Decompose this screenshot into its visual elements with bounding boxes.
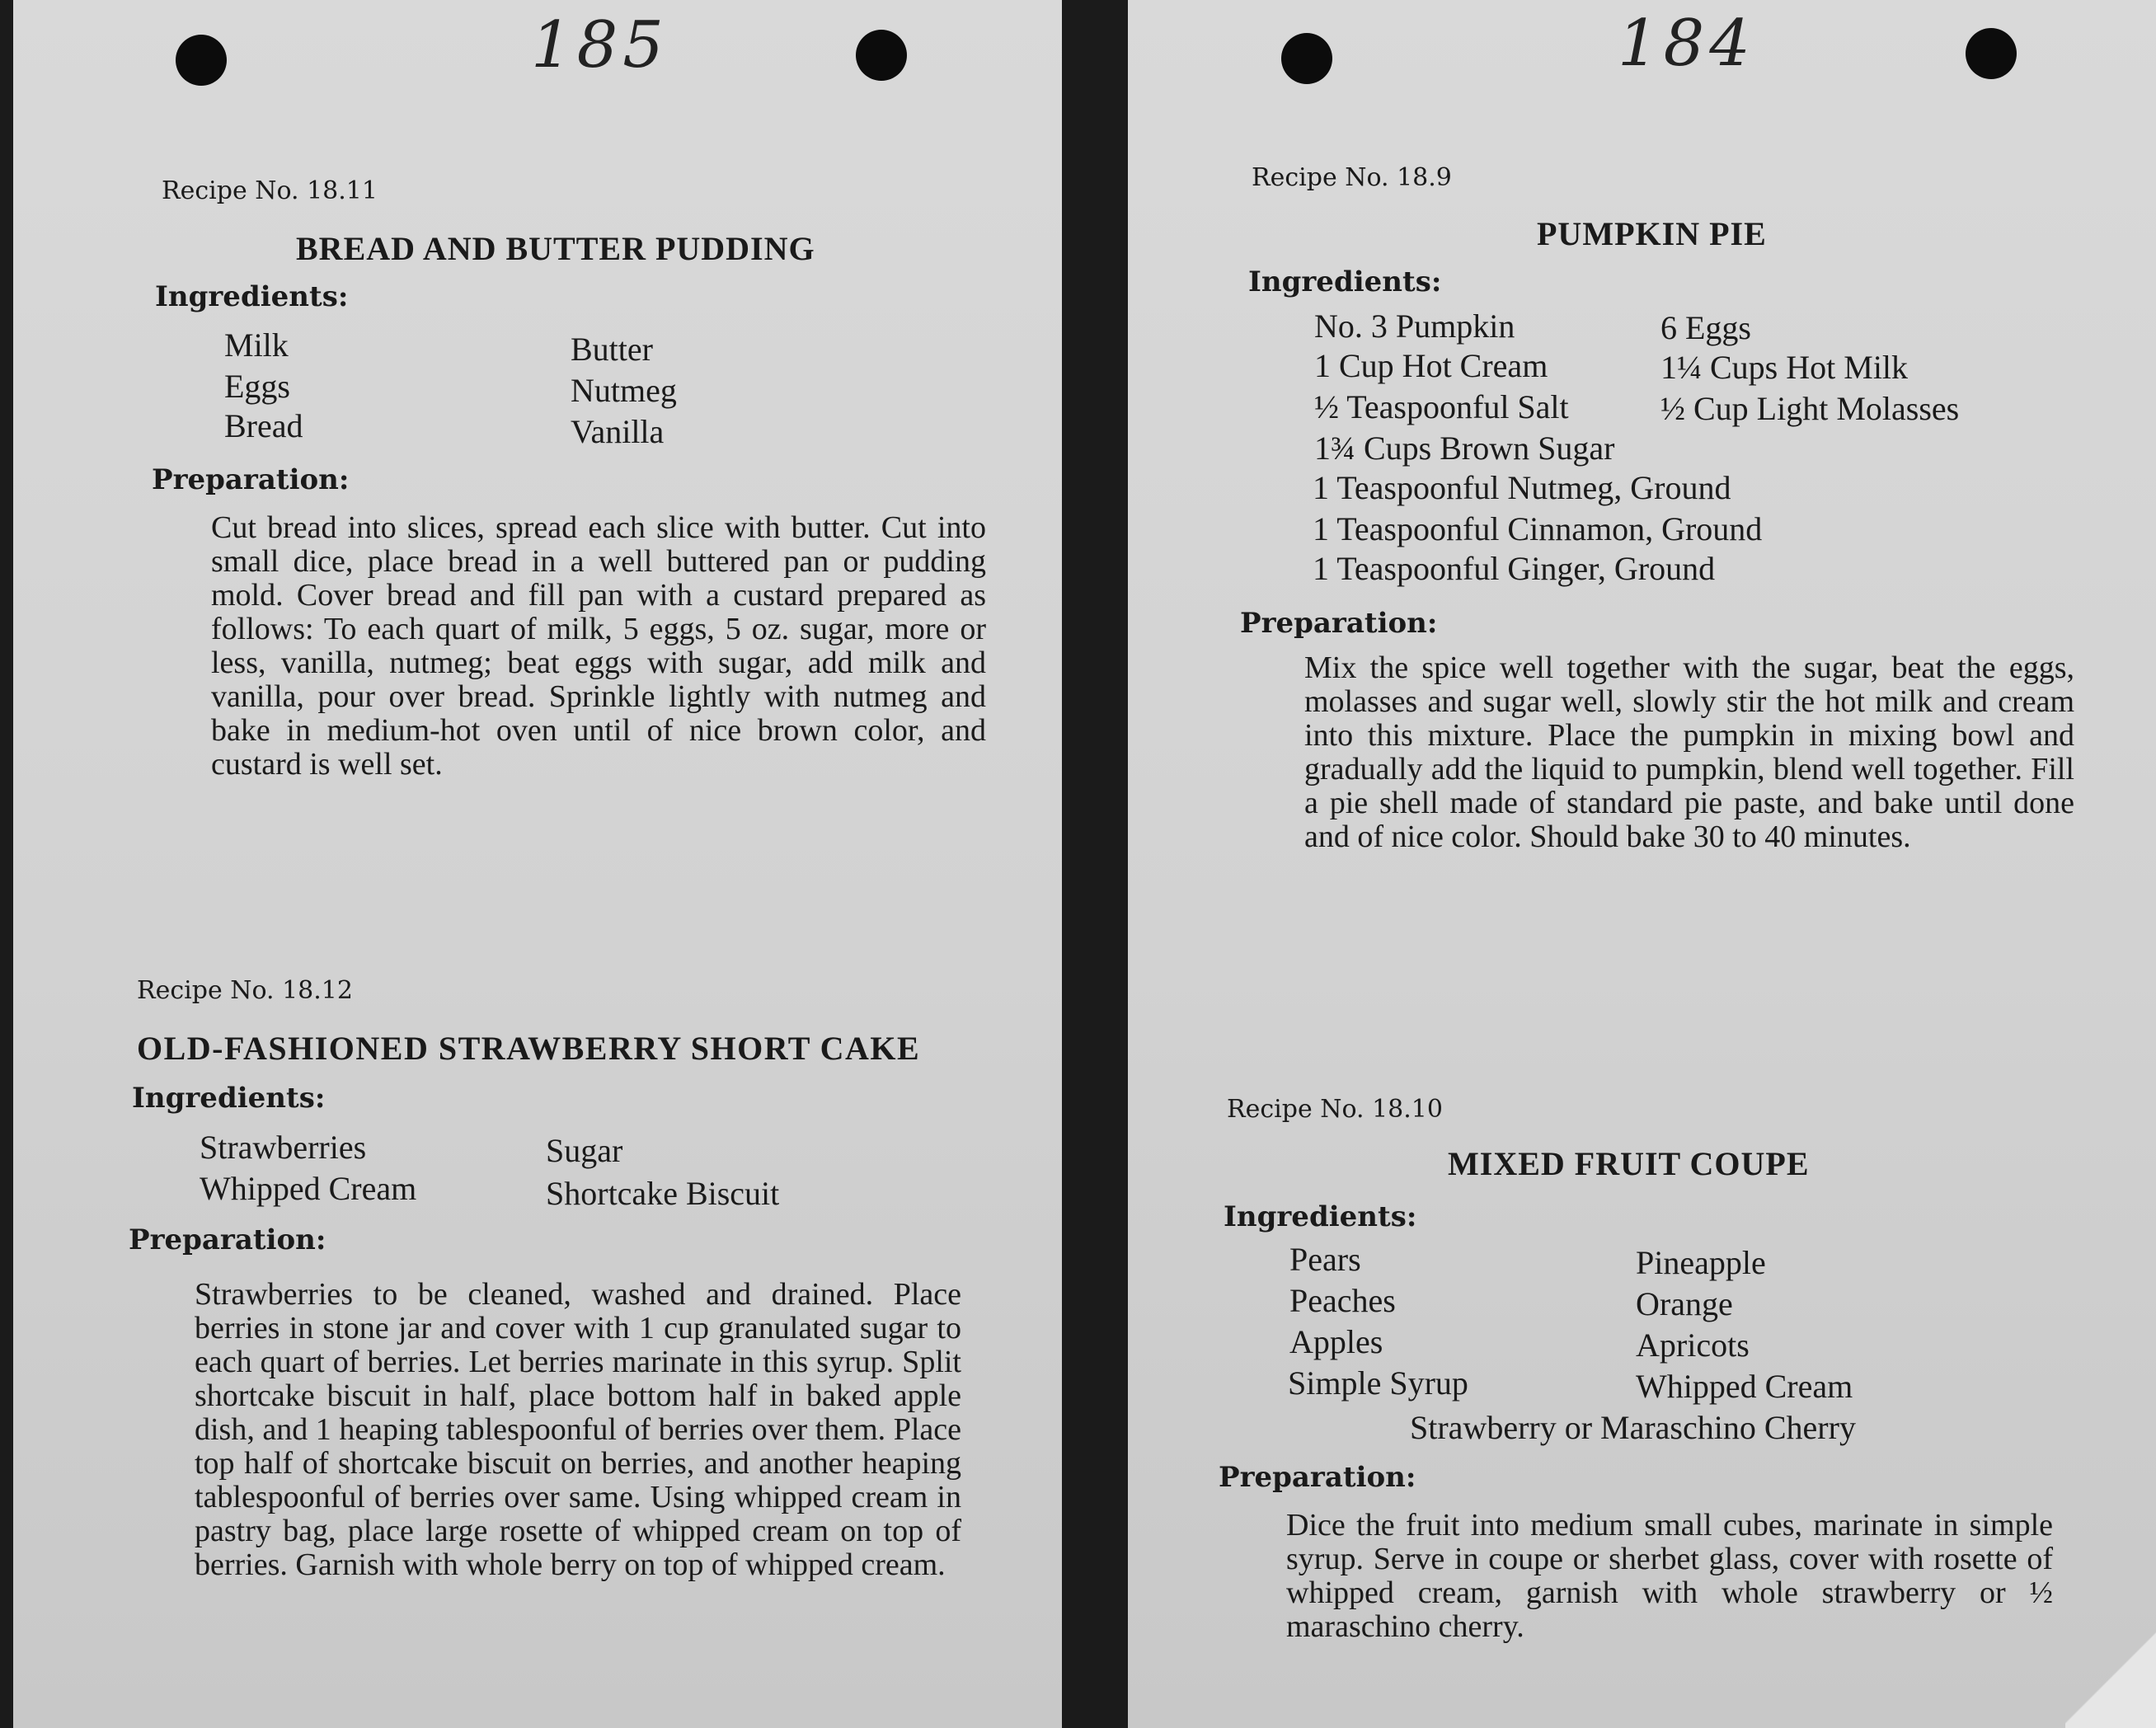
ingredients-heading: Ingredients:	[1224, 1200, 1417, 1233]
page-number: 185	[531, 8, 669, 82]
ingredient: Strawberries	[200, 1129, 367, 1166]
recipe-number: Recipe No. 18.10	[1227, 1095, 1443, 1124]
recipe-number: Recipe No. 18.9	[1252, 163, 1452, 192]
preparation-heading: Preparation:	[152, 463, 350, 496]
preparation-text: Cut bread into slices, spread each slice with butter. Cut into small dice, place bread in a well buttered pan or pudding mold. Cover bread and fill pan with a custard prepared as follows: To each quart of milk, 5 eggs, 5 oz. sugar, more or less, vanilla, nutmeg; beat eggs with sugar, add milk and vanilla, pour over bread. Sprinkle lightly with nutmeg and bake in medium-hot oven until of nice brown color, and custard is well set.	[211, 510, 986, 782]
ingredient: Vanilla	[571, 413, 665, 450]
ingredient: Sugar	[546, 1132, 623, 1169]
preparation-text: Strawberries to be cleaned, washed and drained. Place berries in stone jar and cover with 1 cup granulated sugar to each quart of berries. Let berries marinate in this syrup. Split shortcake biscuit in half, place bottom half in baked apple dish, and 1 heaping tablespoonful of berries over them. Place top half of shortcake biscuit on berries, and another heaping tablespoonful of berries over same. Using whipped cream in pastry bag, place large rosette of whipped cream on top of berries. Garnish with whole berry on top of whipped cream.	[195, 1277, 961, 1582]
recipe-title: OLD-FASHIONED STRAWBERRY SHORT CAKE	[137, 1030, 921, 1067]
ingredient: Nutmeg	[571, 372, 677, 409]
binder-hole-right	[856, 30, 907, 81]
ingredient: Pears	[1289, 1241, 1361, 1278]
ingredient: Orange	[1636, 1285, 1733, 1322]
recipe-title: MIXED FRUIT COUPE	[1448, 1145, 1810, 1182]
ingredient: Eggs	[224, 368, 290, 405]
ingredient: ½ Cup Light Molasses	[1660, 390, 1960, 427]
recipe-card-left	[13, 0, 1062, 1728]
binder-hole-left	[176, 35, 227, 86]
page-number: 184	[1618, 7, 1755, 81]
ingredient: Pineapple	[1636, 1244, 1766, 1281]
ingredient: Milk	[224, 326, 289, 364]
binder-hole-left	[1281, 33, 1332, 84]
ingredient: Whipped Cream	[1636, 1368, 1853, 1405]
ingredient: Strawberry or Maraschino Cherry	[1410, 1409, 1856, 1446]
ingredient: 1¾ Cups Brown Sugar	[1314, 430, 1615, 467]
recipe-number: Recipe No. 18.12	[137, 976, 353, 1005]
ingredient: 1 Teaspoonful Nutmeg, Ground	[1313, 469, 1731, 506]
recipe-card-right	[1128, 0, 2156, 1728]
ingredient: Simple Syrup	[1288, 1364, 1468, 1402]
preparation-text: Dice the fruit into medium small cubes, marinate in simple syrup. Serve in coupe or sherbet glass, cover with rosette of whipped cream, garnish with whole strawberry or ½ maraschino cherry.	[1286, 1508, 2053, 1644]
ingredient: 1 Teaspoonful Ginger, Ground	[1313, 550, 1716, 587]
ingredient: 1 Teaspoonful Cinnamon, Ground	[1313, 510, 1763, 547]
ingredient: 1¼ Cups Hot Milk	[1660, 349, 1909, 386]
preparation-heading: Preparation:	[1240, 607, 1438, 640]
preparation-heading: Preparation:	[129, 1223, 326, 1256]
ingredient: Bread	[224, 407, 303, 444]
ingredient: Whipped Cream	[200, 1170, 417, 1207]
ingredient: 1 Cup Hot Cream	[1314, 347, 1548, 384]
recipe-title: BREAD AND BUTTER PUDDING	[296, 230, 815, 267]
binder-hole-right	[1966, 28, 2017, 79]
ingredient: ½ Teaspoonful Salt	[1314, 388, 1569, 425]
ingredient: Apples	[1289, 1323, 1383, 1360]
ingredient: Apricots	[1636, 1327, 1750, 1364]
ingredient: Butter	[571, 331, 653, 368]
preparation-text: Mix the spice well together with the sugar, beat the eggs, molasses and sugar well, slowly stir the hot milk and cream into this mixture. Place the pumpkin in mixing bowl and gradually add the liquid to pumpkin, blend well together. Fill a pie shell made of standard pie paste, and bake until done and of nice color. Should bake 30 to 40 minutes.	[1304, 650, 2074, 854]
ingredient: No. 3 Pumpkin	[1314, 308, 1515, 345]
ingredients-heading: Ingredients:	[132, 1082, 326, 1115]
ingredient: Shortcake Biscuit	[546, 1175, 780, 1212]
preparation-heading: Preparation:	[1219, 1461, 1416, 1494]
recipe-title: PUMPKIN PIE	[1537, 215, 1767, 252]
ingredients-heading: Ingredients:	[155, 280, 349, 313]
torn-corner	[2065, 1604, 2156, 1728]
ingredient: 6 Eggs	[1660, 309, 1751, 346]
ingredient: Peaches	[1289, 1282, 1396, 1319]
ingredients-heading: Ingredients:	[1248, 265, 1442, 298]
recipe-number: Recipe No. 18.11	[162, 176, 378, 205]
